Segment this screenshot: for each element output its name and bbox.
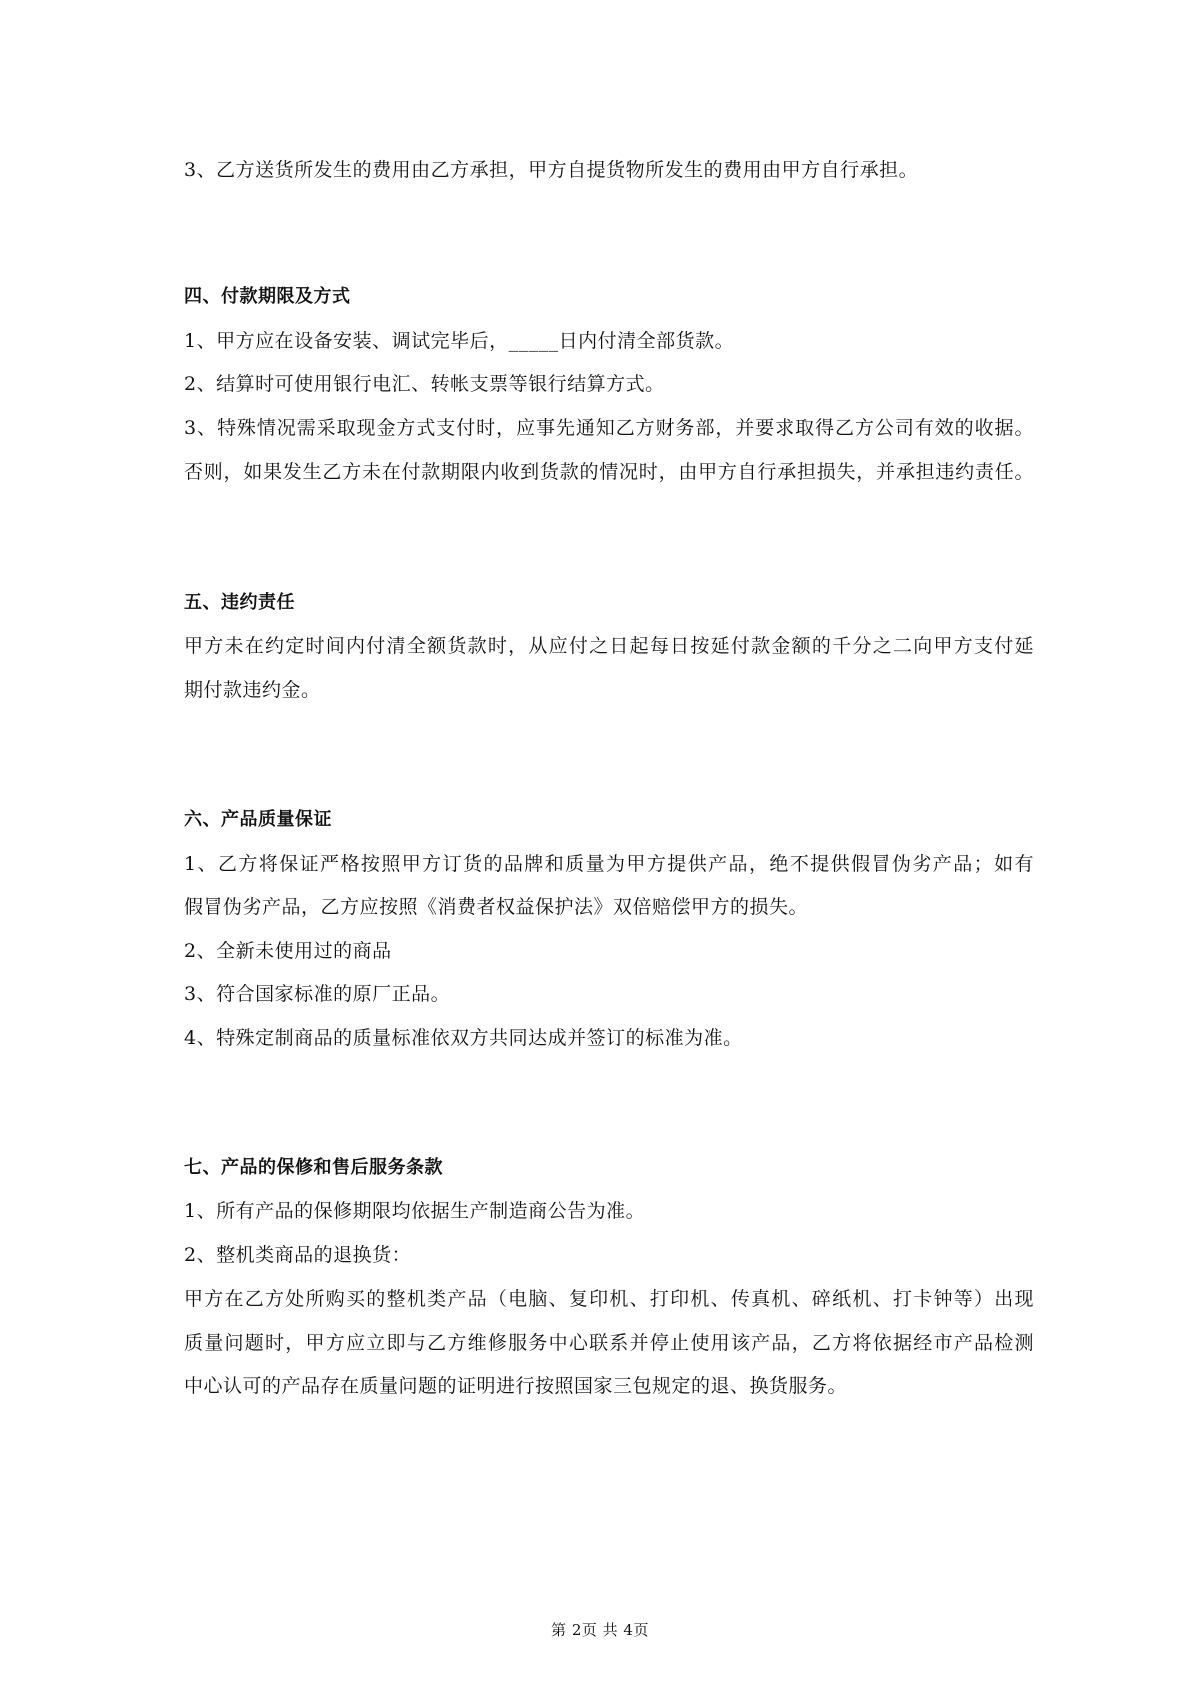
- section5-para-line1: 甲方未在约定时间内付清全额货款时，从应付之日起每日按延付款金额的千分之二向甲方支付延: [184, 635, 1034, 657]
- section6-item1-line2: 假冒伪劣产品，乙方应按照《消费者权益保护法》双倍赔偿甲方的损失。: [184, 896, 809, 918]
- section6-item1-line1: 1、乙方将保证严格按照甲方订货的品牌和质量为甲方提供产品，绝不提供假冒伪劣产品；如有: [184, 853, 1034, 875]
- section7-para-line1: 甲方在乙方处所购买的整机类产品（电脑、复印机、打印机、传真机、碎纸机、打卡钟等）出现: [184, 1288, 1034, 1310]
- section7-para-line3: 中心认可的产品存在质量问题的证明进行按照国家三包规定的退、换货服务。: [184, 1375, 848, 1397]
- section7-item2: 2、整机类商品的退换货：: [184, 1244, 412, 1266]
- section5-title: 五、违约责任: [184, 592, 295, 613]
- section6-item3: 3、符合国家标准的原厂正品。: [184, 983, 451, 1005]
- section4-item3-line1: 3、特殊情况需采取现金方式支付时，应事先通知乙方财务部，并要求取得乙方公司有效的收据。: [184, 417, 1034, 439]
- section7-title: 七、产品的保修和售后服务条款: [184, 1157, 443, 1178]
- section4-item1: 1、甲方应在设备安装、调试完毕后，_____日内付清全部货款。: [184, 330, 735, 352]
- section6-item4: 4、特殊定制商品的质量标准依双方共同达成并签订的标准为准。: [184, 1027, 743, 1049]
- page-number-footer: 第 2页 共 4页: [551, 1621, 649, 1639]
- section4-title: 四、付款期限及方式: [184, 286, 351, 307]
- section5-para-line2: 期付款违约金。: [184, 679, 321, 701]
- section4-item2: 2、结算时可使用银行电汇、转帐支票等银行结算方式。: [184, 373, 665, 395]
- section7-item1: 1、所有产品的保修期限均依据生产制造商公告为准。: [184, 1200, 646, 1222]
- section3-item3: 3、乙方送货所发生的费用由乙方承担，甲方自提货物所发生的费用由甲方自行承担。: [184, 159, 919, 181]
- section6-item2: 2、全新未使用过的商品: [184, 940, 392, 962]
- section6-title: 六、产品质量保证: [184, 809, 332, 830]
- section4-item3-line2: 否则，如果发生乙方未在付款期限内收到货款的情况时，由甲方自行承担损失，并承担违约责任。: [184, 461, 1034, 483]
- section7-para-line2: 质量问题时，甲方应立即与乙方维修服务中心联系并停止使用该产品，乙方将依据经市产品检测: [184, 1332, 1034, 1354]
